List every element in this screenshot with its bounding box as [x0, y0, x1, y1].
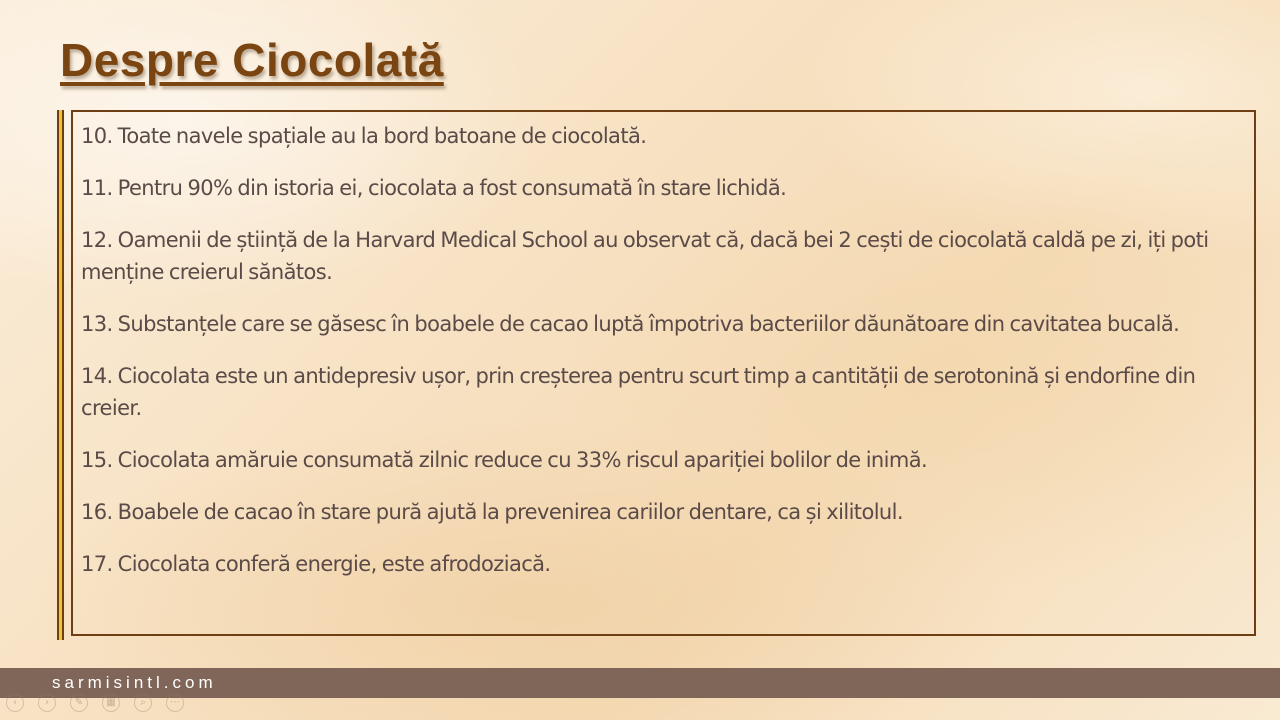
zoom-icon[interactable]: ⌕ [134, 694, 152, 712]
next-icon[interactable]: › [38, 694, 56, 712]
footer-site-label: sarmisintl.com [52, 673, 217, 692]
fact-item: 12. Oamenii de știință de la Harvard Medical School au observat că, dacă bei 2 cești de ciocolată caldă pe zi, iți poti menține creierul sănătos. [81, 228, 1209, 284]
pen-icon[interactable]: ✎ [70, 694, 88, 712]
fact-item: 14. Ciocolata este un antidepresiv ușor, prin creșterea pentru scurt timp a cantității de serotonină și endorfine din creier. [81, 364, 1196, 420]
fact-item: 16. Boabele de cacao în stare pură ajută la prevenirea cariilor dentare, ca și xilitolul. [81, 500, 903, 524]
slides-icon[interactable]: ▦ [102, 694, 120, 712]
previous-icon[interactable]: ‹ [6, 694, 24, 712]
accent-bar [57, 110, 64, 640]
fact-item: 15. Ciocolata amăruie consumată zilnic reduce cu 33% riscul apariției bolilor de inimă. [81, 448, 928, 472]
fact-item: 10. Toate navele spațiale au la bord batoane de ciocolată. [81, 124, 647, 148]
fact-item: 17. Ciocolata conferă energie, este afrodoziacă. [81, 552, 551, 576]
slide-title: Despre Ciocolată [60, 34, 444, 86]
fact-item: 11. Pentru 90% din istoria ei, ciocolata a fost consumată în stare lichidă. [81, 176, 787, 200]
facts-box [71, 110, 1256, 636]
slide-controls [6, 694, 184, 714]
footer-bar [0, 668, 1280, 698]
fact-item: 13. Substanțele care se găsesc în boabele de cacao luptă împotriva bacteriilor dăunătoare din cavitatea bucală. [81, 312, 1180, 336]
more-icon[interactable]: ⋯ [166, 694, 184, 712]
